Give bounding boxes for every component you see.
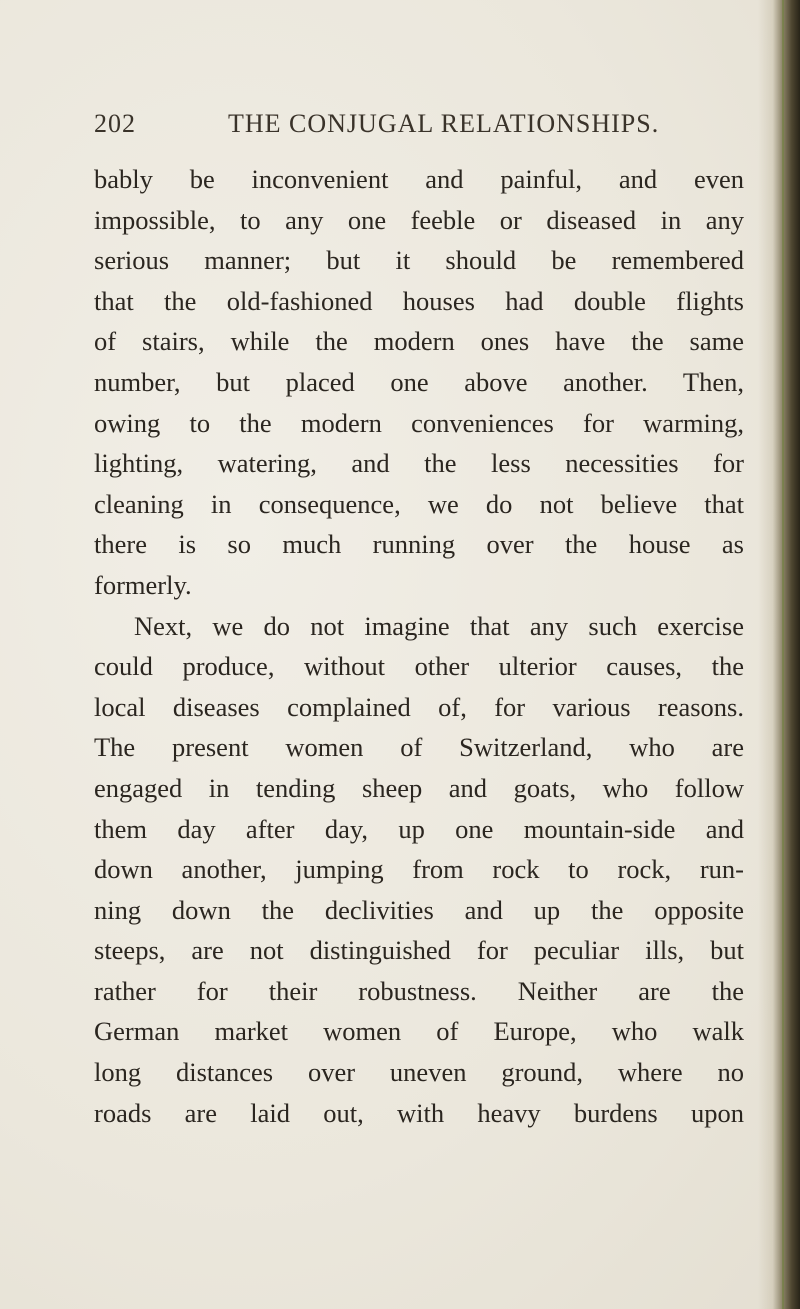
text-line: formerly. <box>94 569 192 600</box>
text-line: lighting, watering, and the less necessities for <box>94 448 744 479</box>
text-line: ning down the declivities and up the opposite <box>94 894 744 925</box>
text-line: owing to the modern conveniences for warming, <box>94 407 744 438</box>
text-line: of stairs, while the modern ones have the same <box>94 326 744 357</box>
running-head-title: THE CONJUGAL RELATIONSHIPS. <box>228 109 660 138</box>
text-line: roads are laid out, with heavy burdens upon <box>94 1097 744 1128</box>
running-head <box>94 104 714 144</box>
text-line: them day after day, up one mountain-side and <box>94 813 744 844</box>
text-line: local diseases complained of, for various reasons. <box>94 691 744 722</box>
text-line: long distances over uneven ground, where no <box>94 1057 744 1088</box>
text-line: German market women of Europe, who walk <box>94 1016 744 1047</box>
body-text <box>94 159 744 1133</box>
text-line: that the old-fashioned houses had double flights <box>94 285 744 316</box>
text-line: steeps, are not distinguished for peculiar ills, but <box>94 935 744 966</box>
text-line: The present women of Switzerland, who are <box>94 732 744 763</box>
page-number: 202 <box>94 109 136 138</box>
book-spine-edge <box>782 0 784 1309</box>
text-line: there is so much running over the house as <box>94 529 744 560</box>
text-line: serious manner; but it should be remembered <box>94 245 744 276</box>
text-line: down another, jumping from rock to rock, run- <box>94 854 744 885</box>
text-line: could produce, without other ulterior causes, the <box>94 651 744 682</box>
text-line: number, but placed one above another. Then, <box>94 366 744 397</box>
text-line: rather for their robustness. Neither are the <box>94 975 744 1006</box>
text-line: engaged in tending sheep and goats, who follow <box>94 772 744 803</box>
book-spine-shadow <box>758 0 800 1309</box>
text-line: cleaning in consequence, we do not believe that <box>94 488 744 519</box>
paragraph-first-line: Next, we do not imagine that any such exercise <box>134 610 744 641</box>
text-line: impossible, to any one feeble or diseased in any <box>94 204 744 235</box>
text-line: bably be inconvenient and painful, and even <box>94 164 744 194</box>
